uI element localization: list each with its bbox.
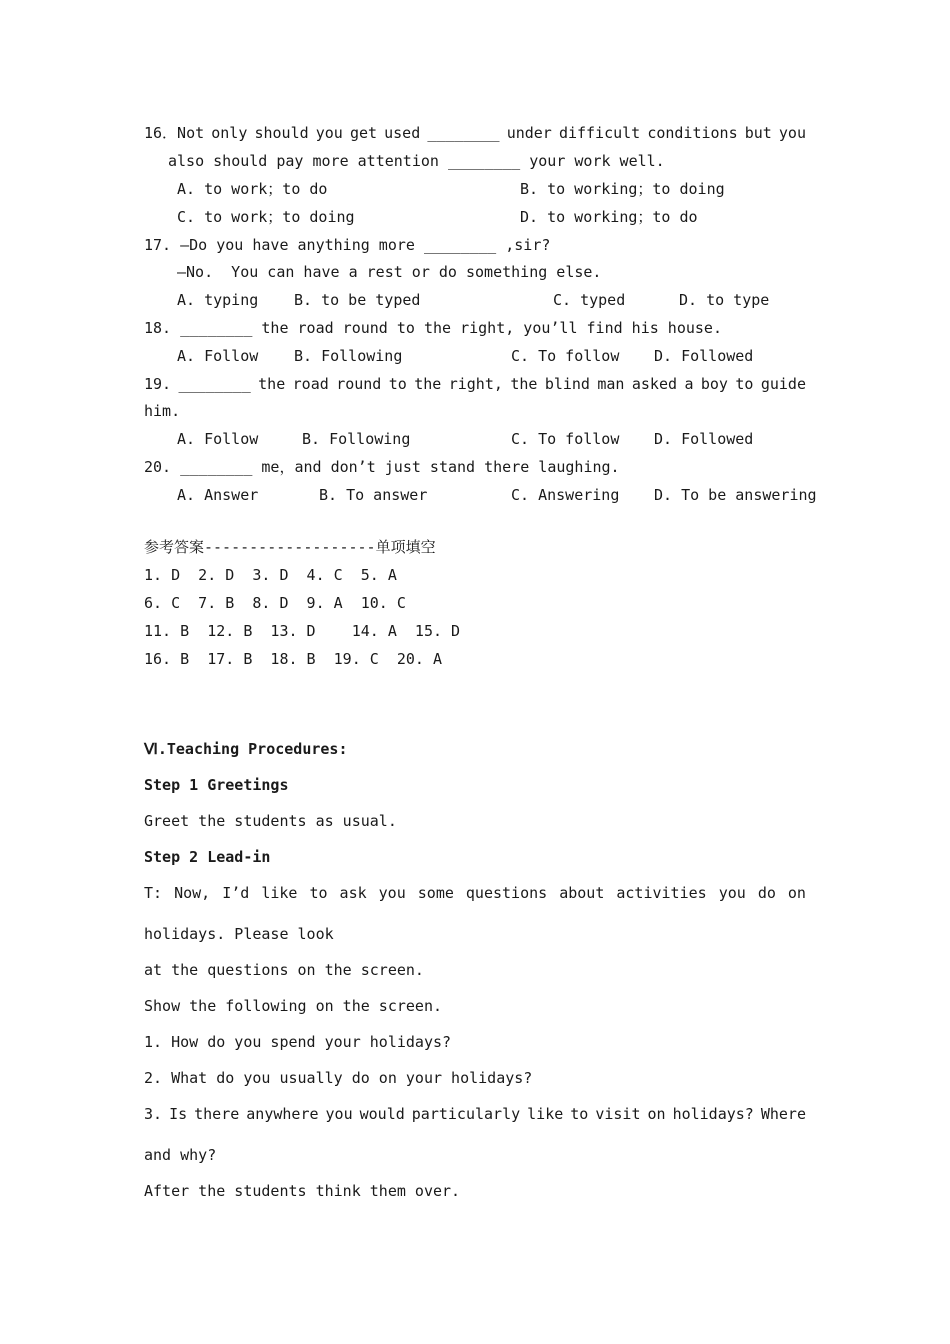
word: like [261, 884, 298, 902]
word: I’d [222, 884, 250, 902]
answers-row-4: 16. B 17. B 18. B 19. C 20. A [144, 650, 443, 668]
question-17-option-c: C. typed [553, 291, 626, 309]
word: only [211, 124, 248, 142]
word: some [417, 884, 454, 902]
screen-question-3-line-1 [144, 1104, 806, 1124]
answers-heading: 参考答案-------------------单项填空 [144, 538, 436, 556]
question-19-option-d: D. Followed [654, 430, 754, 448]
teacher-line-2: holidays. Please look [144, 925, 334, 943]
word: to [309, 884, 328, 902]
word: about [559, 884, 605, 902]
question-17-option-a: A. typing [177, 291, 259, 309]
word: to [735, 375, 754, 393]
word: to [388, 375, 407, 393]
word: right, [448, 375, 503, 393]
question-19-line-1 [144, 374, 806, 394]
word: on [647, 1105, 666, 1123]
teacher-line-1 [144, 883, 806, 903]
screen-question-2: 2. What do you usually do on your holidays? [144, 1069, 533, 1087]
question-16-option-c: C. to work；to doing [177, 208, 355, 226]
word: round [336, 375, 382, 393]
word: 3. [144, 1105, 163, 1123]
word: you [778, 124, 806, 142]
teacher-line-3: at the questions on the screen. [144, 961, 424, 979]
word: should [254, 124, 309, 142]
question-18-option-c: C. To follow [511, 347, 620, 365]
procedures-heading: Ⅵ.Teaching Procedures: [144, 740, 348, 758]
question-16-option-b: B. to working；to doing [520, 180, 725, 198]
question-20-option-a: A. Answer [177, 486, 259, 504]
word: there [194, 1105, 240, 1123]
word: would [359, 1105, 405, 1123]
question-20-option-d: D. To be answering [654, 486, 817, 504]
word: 16．Not [144, 124, 205, 142]
question-20-option-c: C. Answering [511, 486, 620, 504]
question-17-option-d: D. to type [679, 291, 770, 309]
word: do [757, 884, 776, 902]
word: particularly [411, 1105, 521, 1123]
word: activities [616, 884, 707, 902]
show-line: Show the following on the screen. [144, 997, 443, 1015]
word: holidays? [672, 1105, 754, 1123]
question-20-option-b: B. To answer [319, 486, 428, 504]
step-2-title: Step 2 Lead-in [144, 848, 271, 866]
word: questions [465, 884, 548, 902]
question-17-line-1: 17. —Do you have anything more ________ ,sir? [144, 236, 551, 254]
word: a [684, 375, 694, 393]
question-16-line-1 [144, 123, 806, 143]
word: blind [544, 375, 590, 393]
answers-row-1: 1. D 2. D 3. D 4. C 5. A [144, 566, 397, 584]
question-18-option-d: D. Followed [654, 347, 754, 365]
word: like [527, 1105, 564, 1123]
word: 19. [144, 375, 172, 393]
word: get [349, 124, 378, 142]
question-16-line-2: also should pay more attention ________ your work well. [168, 152, 665, 170]
after-line: After the students think them over. [144, 1182, 461, 1200]
word: ________ [427, 124, 500, 142]
question-18-option-b: B. Following [294, 347, 403, 365]
question-19-line-2: him. [144, 402, 181, 420]
screen-question-3-line-2: and why? [144, 1146, 217, 1164]
word: asked [631, 375, 678, 393]
word: ask [339, 884, 367, 902]
word: the [510, 375, 538, 393]
word: man [597, 375, 625, 393]
word: under [506, 124, 552, 142]
word: anywhere [246, 1105, 319, 1123]
answers-row-3: 11. B 12. B 13. D 14. A 15. D [144, 622, 461, 640]
question-18-line-1: 18. ________ the road round to the right, you’ll find his house. [144, 319, 722, 337]
word: you [718, 884, 746, 902]
word: Is [169, 1105, 188, 1123]
word: Now, [174, 884, 211, 902]
word: but [744, 124, 772, 142]
step-1-text: Greet the students as usual. [144, 812, 397, 830]
question-19-option-a: A. Follow [177, 430, 259, 448]
word: to [570, 1105, 589, 1123]
word: difficult [558, 124, 641, 142]
question-17-option-b: B. to be typed [294, 291, 421, 309]
word: guide [760, 375, 806, 393]
word: conditions [647, 124, 738, 142]
word: ________ [178, 375, 251, 393]
question-18-option-a: A. Follow [177, 347, 259, 365]
word: T: [144, 884, 163, 902]
word: you [378, 884, 406, 902]
word: on [787, 884, 806, 902]
word: road [292, 375, 329, 393]
question-19-option-b: B. Following [302, 430, 411, 448]
word: used [384, 124, 421, 142]
word: Where [760, 1105, 806, 1123]
word: you [325, 1105, 353, 1123]
word: the [258, 375, 286, 393]
question-20-line-1: 20. ________ me，and don’t just stand there laughing. [144, 458, 620, 476]
word: the [414, 375, 442, 393]
word: boy [700, 375, 728, 393]
word: visit [595, 1105, 641, 1123]
screen-question-1: 1. How do you spend your holidays? [144, 1033, 452, 1051]
word: you [315, 124, 343, 142]
answers-row-2: 6. C 7. B 8. D 9. A 10. C [144, 594, 406, 612]
question-19-option-c: C. To follow [511, 430, 620, 448]
question-16-option-d: D. to working；to do [520, 208, 698, 226]
question-17-line-2: —No. You can have a rest or do something else. [177, 263, 602, 281]
question-16-option-a: A. to work；to do [177, 180, 328, 198]
step-1-title: Step 1 Greetings [144, 776, 289, 794]
